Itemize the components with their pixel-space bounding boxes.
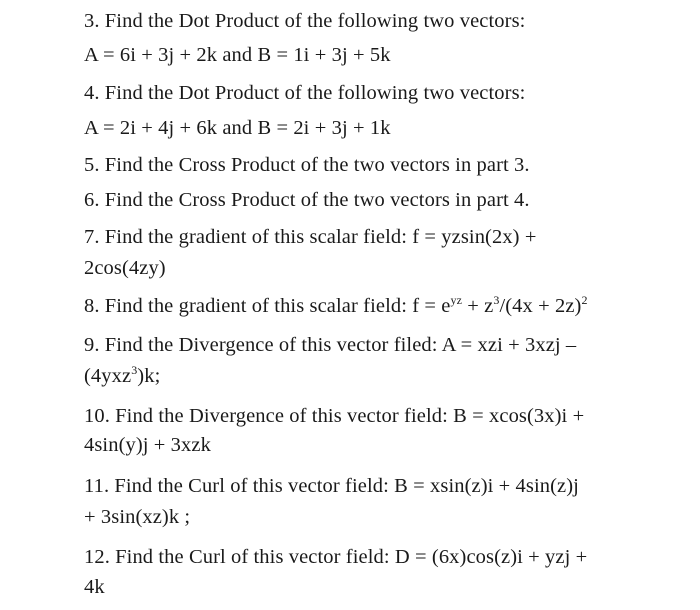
problem-8-exponent-2: 2 xyxy=(581,293,588,307)
problem-5-statement: 5. Find the Cross Product of the two vectors in part 3. xyxy=(84,154,530,176)
problem-3-vectors: A = 6i + 3j + 2k and B = 1i + 3j + 5k xyxy=(84,44,391,66)
problem-12-continuation: 4k xyxy=(84,576,105,598)
problem-9-text-pre: (4yxz xyxy=(84,365,132,387)
problem-8-text-mid2: /(4x + 2z) xyxy=(499,295,582,317)
problem-9-exponent-3: 3 xyxy=(131,363,138,377)
problem-7-statement: 7. Find the gradient of this scalar field: f = yzsin(2x) + xyxy=(84,226,537,248)
problem-12-statement: 12. Find the Curl of this vector field: D = (6x)cos(z)i + yzj + xyxy=(84,546,588,568)
problem-11-statement: 11. Find the Curl of this vector field: B = xsin(z)i + 4sin(z)j xyxy=(84,475,579,497)
problem-11-continuation: + 3sin(xz)k ; xyxy=(84,506,191,528)
problem-4-statement: 4. Find the Dot Product of the following two vectors: xyxy=(84,82,526,104)
problem-9-continuation xyxy=(84,364,160,388)
problem-8-exponent-yz: yz xyxy=(450,293,463,307)
problem-8-statement xyxy=(84,294,588,318)
problem-9-text-post: )k; xyxy=(137,365,161,387)
problem-6-statement: 6. Find the Cross Product of the two vectors in part 4. xyxy=(84,189,530,211)
problem-3-statement: 3. Find the Dot Product of the following two vectors: xyxy=(84,10,526,32)
problem-8-text: 8. Find the gradient of this scalar field: f = e xyxy=(84,295,451,317)
problem-8-exponent-3: 3 xyxy=(493,293,500,307)
problem-9-statement: 9. Find the Divergence of this vector filed: A = xzi + 3xzj – xyxy=(84,334,577,356)
problem-7-continuation: 2cos(4zy) xyxy=(84,257,166,279)
problem-8-text-mid: + z xyxy=(462,295,494,317)
problem-10-statement: 10. Find the Divergence of this vector field: B = xcos(3x)i + xyxy=(84,405,585,427)
problem-10-continuation: 4sin(y)j + 3xzk xyxy=(84,434,211,456)
problem-4-vectors: A = 2i + 4j + 6k and B = 2i + 3j + 1k xyxy=(84,117,391,139)
